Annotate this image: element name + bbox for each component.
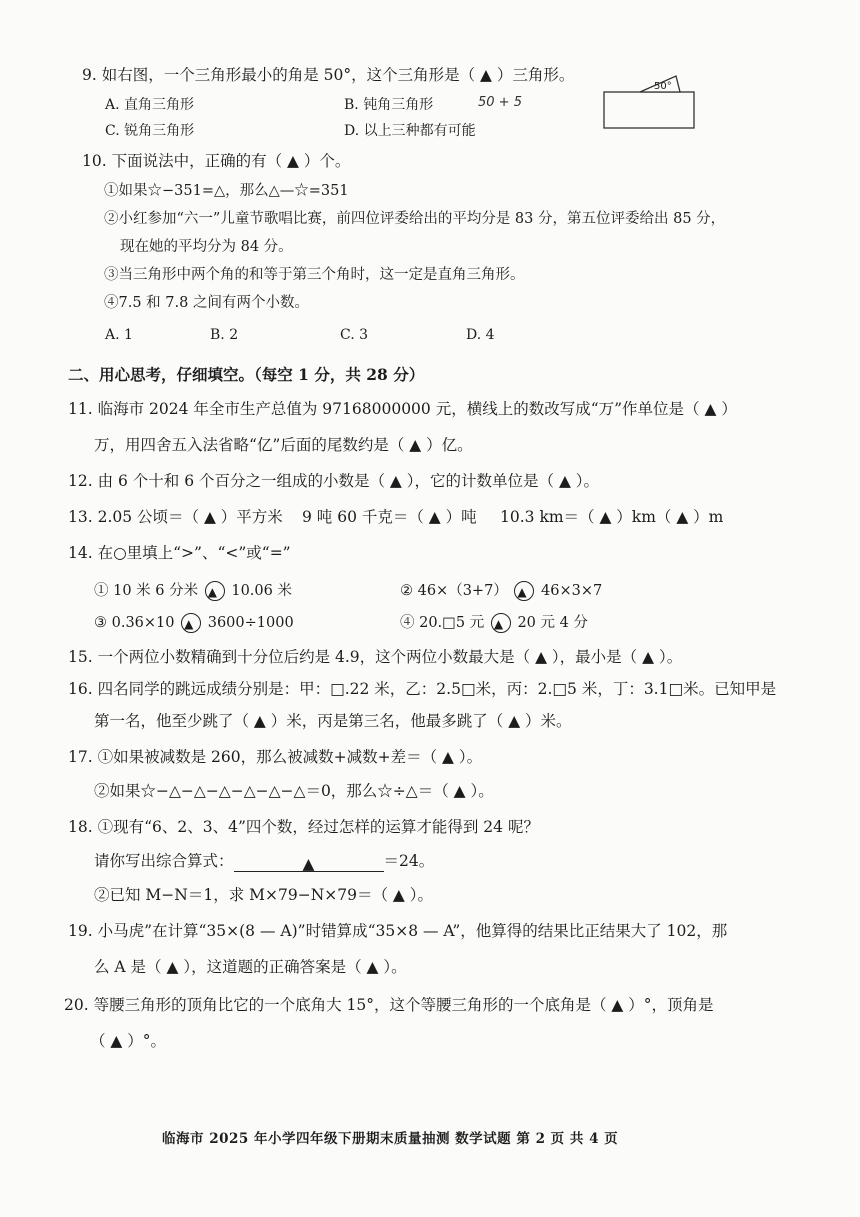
question-19-line1: 19. 小马虎”在计算“35×(8 — A)”时错算成“35×8 — A”，他算得的结果比正结果大了 102，那 xyxy=(68,922,728,940)
q9-option-d: D. 以上三种都有可能 xyxy=(344,123,476,139)
q10-statement-1: ①如果☆−351=△，那么△—☆=351 xyxy=(104,183,349,199)
question-16-line2: 第一名，他至少跳了（ ▲ ）米，丙是第三名，他最多跳了（ ▲ ）米。 xyxy=(94,712,572,730)
q10-option-a: A. 1 xyxy=(105,327,133,343)
q10-option-c: C. 3 xyxy=(340,327,369,343)
q14-item-4: ④ 20.□5 元 ▲ 20 元 4 分 xyxy=(400,612,588,634)
q9-option-a: A. 直角三角形 xyxy=(105,97,195,113)
q10-option-d: D. 4 xyxy=(466,327,495,343)
answer-circle[interactable] xyxy=(514,581,534,601)
question-17-line2: ②如果☆−△−△−△−△−△−△＝0，那么☆÷△＝（ ▲ ）。 xyxy=(94,782,494,800)
page-footer: 临海市 2025 年小学四年级下册期末质量抽测 数学试题 第 2 页 共 4 页 xyxy=(162,1131,619,1147)
question-13-part2: 9 吨 60 千克＝（ ▲ ）吨 xyxy=(302,508,477,526)
q14-item-3: ③ 0.36×10 ▲ 3600÷1000 xyxy=(94,612,294,634)
q10-statement-2: ②小红参加“六一”儿童节歌唱比赛，前四位评委给出的平均分是 83 分，第五位评委给出 85 分， xyxy=(104,211,726,227)
question-18-line3: ②已知 M−N＝1，求 M×79−N×79＝（ ▲ ）。 xyxy=(94,886,434,904)
question-15: 15. 一个两位小数精确到十分位后约是 4.9，这个两位小数最大是（ ▲ ），最小是（ ▲ ）。 xyxy=(68,648,683,666)
q9-option-c: C. 锐角三角形 xyxy=(105,123,195,139)
question-20-line2: （ ▲ ）°。 xyxy=(90,1032,167,1050)
q9-option-b: B. 钝角三角形 xyxy=(344,97,434,113)
section-2-heading: 二、用心思考，仔细填空。（每空 1 分，共 28 分） xyxy=(68,365,425,384)
question-20-line1: 20. 等腰三角形的顶角比它的一个底角大 15°，这个等腰三角形的一个底角是（ ▲ ）°，顶角是 xyxy=(64,996,714,1014)
question-13-part1: 13. 2.05 公顷＝（ ▲ ）平方米 xyxy=(68,508,283,526)
q10-option-b: B. 2 xyxy=(210,327,239,343)
q10-statement-2-cont: 现在她的平均分为 84 分。 xyxy=(120,239,293,255)
q10-statement-3: ③当三角形中两个角的和等于第三个角时，这一定是直角三角形。 xyxy=(104,267,525,283)
question-11-line1: 11. 临海市 2024 年全市生产总值为 97168000000 元，横线上的数改写成“万”作单位是（ ▲ ） xyxy=(68,400,737,418)
question-13-part3: 10.3 km＝（ ▲ ）km（ ▲ ）m xyxy=(500,508,724,526)
question-12: 12. 由 6 个十和 6 个百分之一组成的小数是（ ▲ ），它的计数单位是（ ▲ ）。 xyxy=(68,472,600,490)
question-10: 10. 下面说法中，正确的有（ ▲ ）个。 xyxy=(82,152,351,170)
question-11-line2: 万，用四舍五入法省略“亿”后面的尾数约是（ ▲ ）亿。 xyxy=(94,436,473,454)
q10-statement-4: ④7.5 和 7.8 之间有两个小数。 xyxy=(104,295,309,311)
triangle-figure xyxy=(600,70,700,136)
answer-blank[interactable]: ▲ xyxy=(234,853,384,872)
angle-label: 50° xyxy=(654,81,672,92)
handwritten-note: 50 + 5 xyxy=(478,95,522,110)
answer-circle[interactable] xyxy=(491,613,511,633)
q14-item-2: ② 46×（3+7） ▲ 46×3×7 xyxy=(400,580,602,602)
question-18-line1: 18. ①现有“6、2、3、4”四个数，经过怎样的运算才能得到 24 呢？ xyxy=(68,818,539,836)
q14-item-1: ① 10 米 6 分米 ▲ 10.06 米 xyxy=(94,580,292,602)
question-19-line2: 么 A 是（ ▲ ），这道题的正确答案是（ ▲ ）。 xyxy=(94,958,407,976)
question-16-line1: 16. 四名同学的跳远成绩分别是：甲：□.22 米，乙：2.5□米，丙：2.□5 米，丁：3.1□米。已知甲是 xyxy=(68,680,777,698)
question-9: 9. 如右图，一个三角形最小的角是 50°，这个三角形是（ ▲ ）三角形。 xyxy=(82,66,575,84)
answer-circle[interactable] xyxy=(181,613,201,633)
question-18-line2: 请你写出综合算式： ▲ ＝24。 xyxy=(94,852,435,873)
question-14: 14. 在○里填上“>”、“<”或“=” xyxy=(68,544,291,562)
question-17-line1: 17. ①如果被减数是 260，那么被减数+减数+差＝（ ▲ ）。 xyxy=(68,748,483,766)
answer-circle[interactable] xyxy=(205,581,225,601)
